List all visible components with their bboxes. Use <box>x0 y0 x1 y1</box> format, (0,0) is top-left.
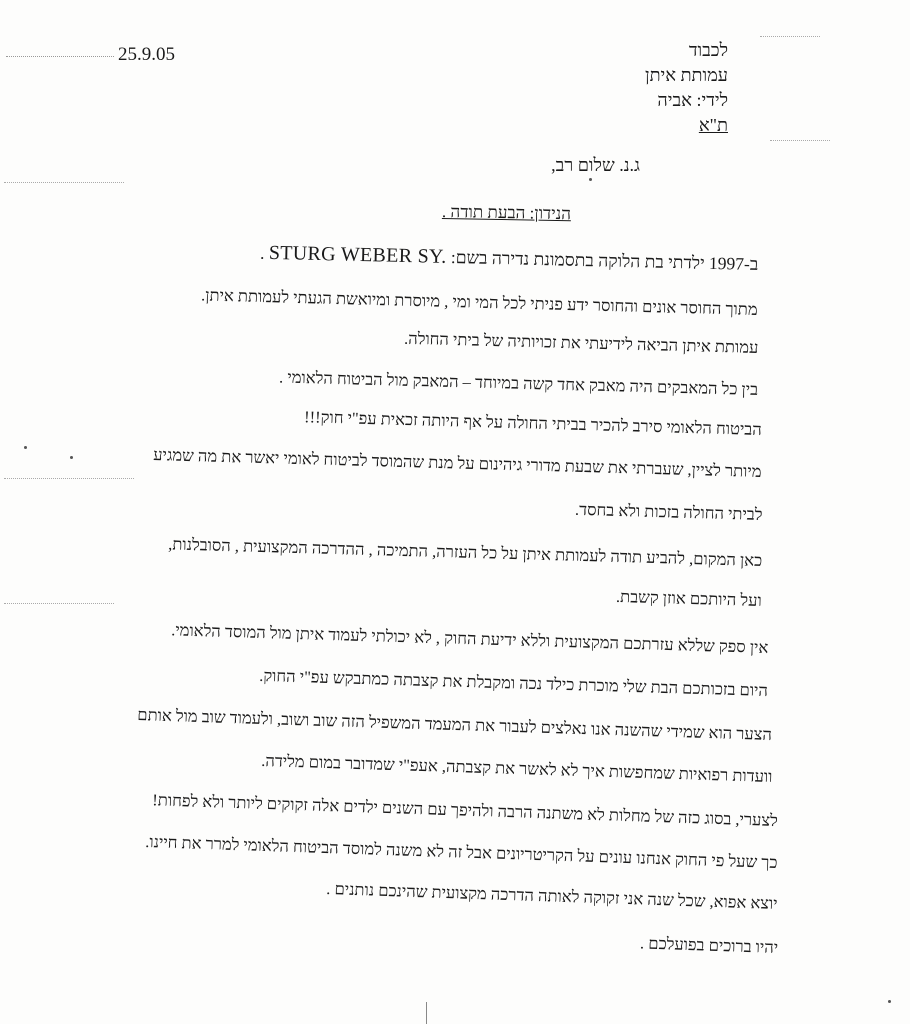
greeting: ג.נ. שלום רב, <box>551 155 640 175</box>
recipient-block <box>645 38 728 138</box>
scan-noise <box>24 446 27 449</box>
body-line-5: הביטוח הלאומי סירב להכיר בביתי החולה על אף היותה זכאית עפ"י חוק!!! <box>304 407 763 439</box>
body-line-1 <box>260 242 759 276</box>
scan-noise <box>760 36 820 37</box>
body-line-9: ועל היותכם אוזן קשבת. <box>616 586 763 610</box>
scan-noise <box>4 182 124 183</box>
body-line-8: כאן המקום, להביע תודה לעמותת איתן על כל העזרה, התמיכה , ההדרכה המקצועית , הסובלנות, <box>167 534 763 570</box>
body-line-11: היום בזכותכם הבת שלי מוכרת כילד נכה ומקבלת את קצבתה כמתבקש עפ"י החוק. <box>259 665 769 700</box>
body-line-15: כך שעל פי החוק אנחנו עונים על הקריטריונים אבל זה לא משנה למוסד הביטוח הלאומי למרר את חיינו. <box>145 832 779 872</box>
body-line-1-text: ב-1997 ילדתי בת הלוקה בתסמונת נדירה בשם: <box>450 247 759 274</box>
body-line-1-end: . <box>259 242 265 263</box>
recipient-organization: עמותת איתן <box>644 65 728 85</box>
body-line-17: יהיו ברוכים בפועלכם . <box>639 933 779 957</box>
scan-noise <box>4 478 134 479</box>
syndrome-name: STURG WEBER SY. <box>268 241 447 268</box>
body-line-13: וועדות רפואיות שמחפשות איך לא לאשר את קצבתה, אעפ"י שמדובר במום מלידה. <box>260 750 773 786</box>
body-line-6: מיותר לציין, שעברתי את שבעת מדורי גיהינום על מנת שהמוסד לביטוח לאומי יאשר את מה שמגיע <box>153 445 763 481</box>
body-line-14: לצערי, בסוג כזה של מחלות לא משתנה הרבה ולהיפך עם השנים ילדים אלה זקוקים ליותר ולא לפחות! <box>152 790 779 830</box>
recipient-salutation: לכבוד <box>688 40 728 60</box>
body-line-4: בין כל המאבקים היה מאבק אחד קשה במיוחד – המאבק מול הביטוח הלאומי . <box>278 367 759 399</box>
letter-date: 25.9.05 <box>118 44 175 65</box>
recipient-city: ת"א <box>698 115 728 135</box>
scan-noise <box>6 56 114 57</box>
body-line-2: מתוך החוסר אונים והחוסר ידע פניתי לכל המי ומי , מיוסרת ומיואשת הגעתי לעמותת איתן. <box>201 285 759 319</box>
subject-line: הנידון: הבעת תודה . <box>441 202 572 224</box>
body-line-16: יוצא אפוא, שכל שנה אני זקוקה לאותה הדרכה מקצועית שהינכם נותנים . <box>326 879 779 913</box>
body-line-3: עמותת איתן הביאה לידיעתי את זכויותיה של ביתי החולה. <box>403 328 759 357</box>
scan-noise <box>770 140 830 141</box>
recipient-attention: לידי: אביה <box>657 90 728 110</box>
scan-noise <box>70 456 73 459</box>
scan-noise <box>4 603 114 604</box>
body-line-12: הצער הוא שמידי שהשנה אנו נאלצים לעבור את המעמד המשפיל הזה שוב ושוב, ולעמוד שוב מול אותם <box>137 705 773 744</box>
scan-noise <box>589 178 592 181</box>
body-line-7: לביתי החולה בזכות ולא בחסד. <box>574 499 763 524</box>
body-line-10: אין ספק שללא עזרתכם המקצועית וללא ידיעת החוק , לא יכולתי לעמוד איתן מול המוסד הלאומי. <box>170 620 769 657</box>
scan-noise <box>426 1002 427 1024</box>
scan-noise <box>888 1000 891 1003</box>
